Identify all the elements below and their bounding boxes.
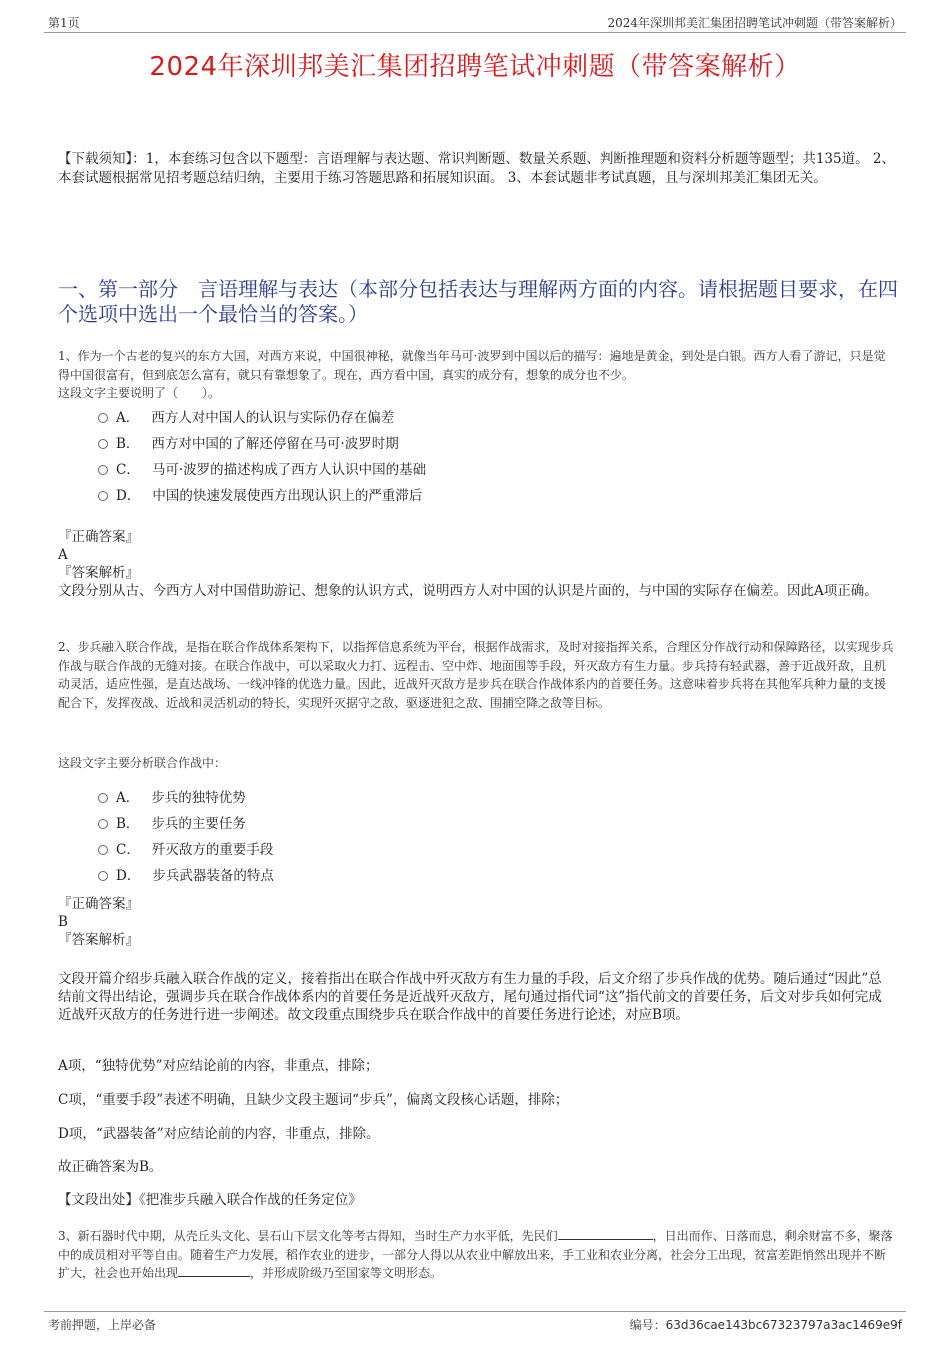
option-text: 马可·波罗的描述构成了西方人认识中国的基础 — [151, 462, 427, 478]
question-1-answer — [58, 528, 894, 600]
note-c: C项，“重要手段”表述不明确，且缺少文段主题词“步兵”，偏离文段核心话题，排除； — [58, 1092, 569, 1108]
fill-blank-2[interactable] — [178, 1264, 250, 1277]
question-2-options — [98, 785, 858, 889]
radio-icon[interactable] — [98, 871, 108, 881]
radio-icon[interactable] — [98, 465, 108, 475]
option-letter: A． — [116, 790, 140, 806]
answer-value: B — [58, 914, 68, 930]
analysis-text: 文段开篇介绍步兵融入联合作战的定义，接着指出在联合作战中歼灭敌方有生力量的手段，后文介绍了步兵作战的优势。随后通过“因此”总结前文得出结论，强调步兵在联合作战体系内的首要任务是近战歼灭敌方，尾句通过指代词“这”指代前文的首要任务，后文对步兵如何完成近战歼灭敌方的任务进行进一步阐述。故文段重点围绕步兵在联合作战中的首要任务进行论述，对应B项。 — [58, 971, 882, 1023]
option-text: 西方对中国的了解还停留在马可·波罗时期 — [151, 436, 399, 452]
document-title: 2024年深圳邦美汇集团招聘笔试冲刺题（带答案解析） — [149, 52, 801, 82]
source-citation: 【文段出处】《把准步兵融入联合作战的任务定位》 — [58, 1192, 362, 1208]
question-ask: 这段文字主要说明了（ ）。 — [58, 386, 221, 400]
fill-blank-1[interactable] — [558, 1227, 653, 1240]
radio-icon[interactable] — [98, 491, 108, 501]
option-letter: A． — [116, 410, 140, 426]
analysis-label: 『答案解析』 — [58, 565, 139, 581]
download-notice: 【下载须知】：1，本套练习包含以下题型：言语理解与表达题、常识判断题、数量关系题、判断推理题和资料分析题等题型；共135道。 2、本套试题根据常见招考题总结归纳，主要用于练习答题思路和拓展知识面。 3、本套试题非考试真题，且与深圳邦美汇集团无关。 — [58, 151, 895, 186]
radio-icon[interactable] — [98, 439, 108, 449]
option-d[interactable] — [98, 483, 858, 509]
question-2-answer — [58, 895, 894, 949]
footer-doc-id: 编号：63d36cae143bc67323797a3ac1469e9f — [629, 1318, 902, 1332]
option-c[interactable] — [98, 457, 858, 483]
option-text: 步兵武器装备的特点 — [152, 868, 274, 884]
radio-icon[interactable] — [98, 793, 108, 803]
question-3-stem — [58, 1227, 894, 1283]
option-text: 步兵的独特优势 — [151, 790, 246, 806]
page-header — [44, 14, 906, 33]
question-2-stem: 2、步兵融入联合作战，是指在联合作战体系架构下，以指挥信息系统为平台，根据作战需求，及时对接指挥关系，合理区分作战行动和保障路径，以实现步兵作战与联合作战的无缝对接。在联合作战中，可以采取火力打、远程击、空中炸、地面围等手段，歼灭敌方有生力量。步兵持有轻武器，善于近战歼敌，且机动灵活，适应性强，是直达战场、一线冲锋的优选力量。因此，近战歼灭敌方是步兵在联合作战体系内的首要任务。这意味着步兵将在其他军兵种力量的支援配合下，发挥夜战、近战和灵活机动的特长，实现歼灭据守之敌、驱逐进犯之敌、围捕空降之敌等目标。 — [58, 640, 894, 710]
note-a: A项，“独特优势”对应结论前的内容，非重点，排除； — [58, 1058, 379, 1074]
option-a[interactable] — [98, 785, 858, 811]
option-letter: C． — [116, 462, 140, 478]
option-c[interactable] — [98, 837, 858, 863]
analysis-text: 文段分别从古、今西方人对中国借助游记、想象的认识方式，说明西方人对中国的认识是片面的，与中国的实际存在偏差。因此A项正确。 — [58, 583, 878, 599]
answer-label: 『正确答案』 — [58, 529, 139, 545]
stem-part-3: ，并形成阶级乃至国家等文明形态。 — [250, 1266, 443, 1280]
option-text: 西方人对中国人的认识与实际仍存在偏差 — [151, 410, 395, 426]
stem-part-1: 3、新石器时代中期，从壳丘头文化、昙石山下层文化等考古得知，当时生产力水平低，先民们 — [58, 1229, 558, 1243]
question-stem-text: 1、作为一个古老的复兴的东方大国，对西方来说，中国很神秘，就像当年马可·波罗到中国以后的描写：遍地是黄金，到处是白银。西方人看了游记，只是觉得中国很富有，但到底怎么富有，就只有靠想象了。现在，西方看中国，真实的成分有，想象的成分也不少。 — [58, 349, 886, 382]
option-text: 中国的快速发展使西方出现认识上的严重滞后 — [152, 488, 423, 504]
answer-label: 『正确答案』 — [58, 896, 139, 912]
stem-part-2: ，日出而作、日落而息，剩余财富不多，聚落中的成员相对平等自由。随着生产力发展，稻作农业的进步，一部分人得以从农业中解放出来，手工业和农业分离，社会分工出现，贫富差距悄然出现并不断扩大，社会也开始出现 — [58, 1229, 893, 1280]
option-a[interactable] — [98, 405, 858, 431]
option-letter: D． — [116, 868, 141, 884]
answer-value: A — [58, 547, 68, 563]
section-heading: 一、第一部分 言语理解与表达（本部分包括表达与理解两方面的内容。请根据题目要求，在四个选项中选出一个最恰当的答案。） — [58, 277, 898, 326]
option-d[interactable] — [98, 863, 858, 889]
final-answer: 故正确答案为B。 — [58, 1159, 163, 1175]
footer-slogan: 考前押题，上岸必备 — [48, 1318, 157, 1332]
question-1-options — [98, 405, 858, 509]
option-letter: D． — [116, 488, 141, 504]
note-d: D项，“武器装备”对应结论前的内容，非重点，排除。 — [58, 1126, 380, 1142]
page-footer — [44, 1311, 906, 1333]
page-number: 第1页 — [48, 16, 80, 30]
analysis-label: 『答案解析』 — [58, 932, 139, 948]
radio-icon[interactable] — [98, 819, 108, 829]
header-doc-title: 2024年深圳邦美汇集团招聘笔试冲刺题（带答案解析） — [607, 16, 902, 30]
radio-icon[interactable] — [98, 413, 108, 423]
option-letter: B． — [116, 816, 140, 832]
question-1-stem — [58, 347, 894, 403]
option-letter: C． — [116, 842, 140, 858]
option-b[interactable] — [98, 811, 858, 837]
question-2-ask: 这段文字主要分析联合作战中： — [58, 756, 227, 770]
radio-icon[interactable] — [98, 845, 108, 855]
option-text: 歼灭敌方的重要手段 — [151, 842, 274, 858]
option-letter: B． — [116, 436, 140, 452]
option-b[interactable] — [98, 431, 858, 457]
option-text: 步兵的主要任务 — [151, 816, 246, 832]
